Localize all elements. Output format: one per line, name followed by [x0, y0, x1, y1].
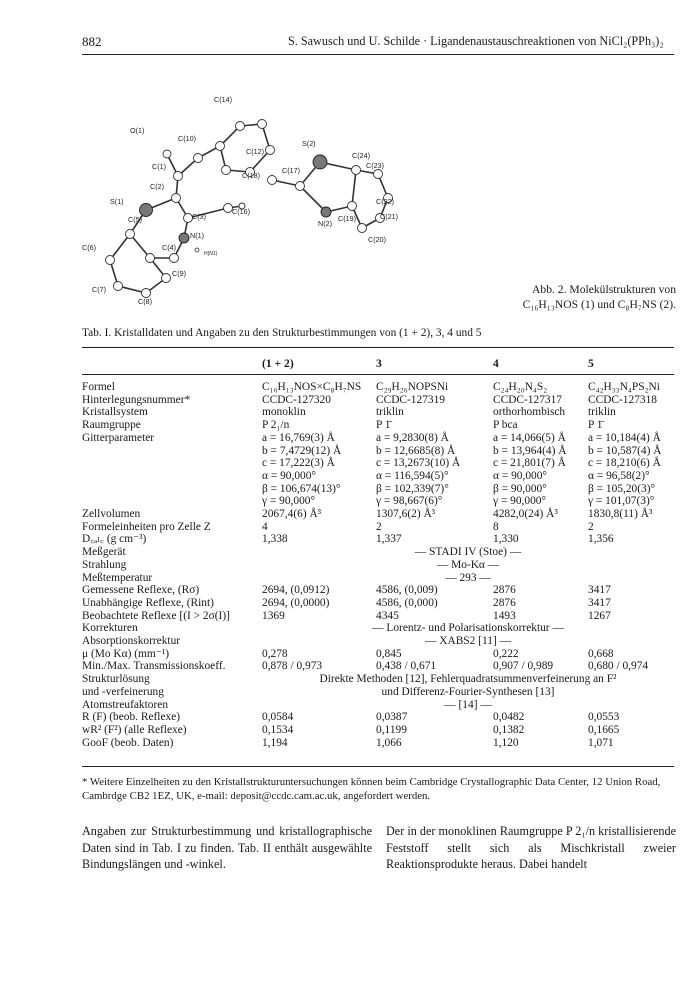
- svg-text:C(21): C(21): [380, 212, 398, 221]
- table-cell: CCDC-127317: [493, 393, 562, 406]
- svg-text:H(N1): H(N1): [204, 251, 218, 257]
- table-row-label: wR² (F²) (alle Reflexe): [82, 723, 187, 736]
- table-spanning-cell: und Differenz-Fourier-Synthesen [13]: [381, 685, 555, 698]
- table-cell: 1493: [493, 609, 516, 622]
- table-row-label: μ (Mo Kα) (mm⁻¹): [82, 647, 169, 660]
- svg-text:C(16): C(16): [232, 207, 250, 216]
- table-cell: 2694, (0,0000): [262, 596, 330, 609]
- table-spanning-cell: — Lorentz- und Polarisationskorrektur —: [372, 622, 564, 635]
- table-spanning-cell: — XABS2 [11] —: [425, 635, 511, 647]
- table-cell: 1,120: [493, 736, 519, 749]
- table-cell: P 1̄: [588, 419, 603, 432]
- table-cell: γ = 101,07(3)°: [588, 495, 655, 508]
- svg-text:C(22): C(22): [376, 197, 394, 206]
- table-cell: α = 90,000°: [493, 469, 547, 482]
- table-spanning-cell: Direkte Methoden [12], Fehlerquadratsummenverfeinerung an F²: [319, 673, 617, 686]
- table-footnote: * Weitere Einzelheiten zu den Kristallstrukturuntersuchungen können beim Cambridge Crystallographic Data Center, 12 Union Road, Cambrdge CB2 1EZ, UK, e-mail: deposit@ccdc.cam.ac.uk, angefordert werden.: [82, 776, 661, 802]
- table-cell: α = 116,594(5)°: [376, 469, 449, 482]
- table-cell: a = 14,066(5) Å: [493, 431, 566, 444]
- table-cell: CCDC-127318: [588, 393, 657, 406]
- table-cell: 2876: [493, 584, 516, 597]
- table-row-label: Kristallsystem: [82, 406, 148, 419]
- svg-text:C(2): C(2): [150, 182, 164, 191]
- table-cell: α = 90,000°: [262, 469, 316, 482]
- table-cell: 0,1382: [493, 723, 525, 736]
- table-cell: 2694, (0,0912): [262, 584, 330, 597]
- table-row-label: R (F) (beob. Reflexe): [82, 711, 181, 724]
- table-cell: β = 102,339(7)°: [376, 482, 449, 495]
- figure-caption: [490, 282, 676, 312]
- table-cell: 1,066: [376, 736, 402, 749]
- table-row-label: Zellvolumen: [82, 508, 141, 520]
- table-cell: c = 18,210(6) Å: [588, 457, 661, 470]
- table-spanning-cell: — [14] —: [444, 698, 492, 711]
- table-spanning-cell: — STADI IV (Stoe) —: [414, 546, 522, 559]
- table-cell: 1,330: [493, 533, 519, 546]
- table-cell: 1,338: [262, 533, 288, 546]
- svg-text:C(23): C(23): [366, 161, 384, 170]
- table-header-col-3: 4: [493, 357, 499, 370]
- body-text-right-column: Der in der monoklinen Raumgruppe P 2₁/n kristallisierende Feststoff stellt sich als Mischkristall zweier Reaktionsprodukte heraus. Dabei handelt: [386, 824, 676, 872]
- svg-text:C(6): C(6): [82, 243, 96, 252]
- table-cell: C₂₄H₂₀N₄S₂: [493, 381, 548, 393]
- table-cell: b = 10,587(4) Å: [588, 444, 662, 457]
- table-row-label: Korrekturen: [82, 622, 138, 635]
- table-cell: 1,194: [262, 736, 288, 749]
- table-cell: 8: [493, 520, 499, 533]
- table-cell: a = 10,184(4) Å: [588, 431, 661, 444]
- table-header-col-4: 5: [588, 357, 594, 370]
- table-cell: 3417: [588, 584, 611, 597]
- table-cell: 4586, (0,000): [376, 596, 438, 609]
- table-cell: c = 21,801(7) Å: [493, 457, 566, 470]
- table-cell: P 1̄: [376, 419, 391, 432]
- svg-text:O(1): O(1): [130, 126, 145, 135]
- svg-text:S(2): S(2): [302, 139, 316, 148]
- table-header-col-2: 3: [376, 357, 382, 370]
- table-cell: 0,1199: [376, 723, 407, 736]
- running-head: S. Sawusch und U. Schilde · Ligandenaustauschreaktionen von NiCl₂(PPh₃)₂: [288, 34, 664, 48]
- table-row-label: D꜀ₐₗ꜀ (g cm⁻³): [82, 533, 147, 546]
- table-caption: Tab. I. Kristalldaten und Angaben zu den Strukturbestimmungen von (1 + 2), 3, 4 und 5: [82, 327, 482, 339]
- table-row-label: Formel: [82, 381, 115, 393]
- svg-text:C(8): C(8): [138, 297, 152, 306]
- svg-text:C(20): C(20): [368, 235, 386, 244]
- svg-text:N(1): N(1): [190, 231, 204, 240]
- svg-text:C(4): C(4): [162, 243, 176, 252]
- table-header-col-1: (1 + 2): [262, 357, 294, 370]
- table-cell: triklin: [588, 406, 616, 419]
- table-row-label: Meßtemperatur: [82, 571, 153, 584]
- table-cell: triklin: [376, 406, 404, 419]
- table-cell: 4586, (0,009): [376, 584, 438, 597]
- svg-text:C(10): C(10): [178, 134, 196, 143]
- table-cell: orthorhombisch: [493, 406, 566, 419]
- table-spanning-cell: — 293 —: [445, 571, 491, 584]
- table-row-label: Atomstreufaktoren: [82, 698, 169, 711]
- svg-text:C(7): C(7): [92, 285, 106, 294]
- table-cell: 0,878 / 0,973: [262, 660, 323, 673]
- table-header-rule: [82, 374, 674, 375]
- table-row-label: Strahlung: [82, 558, 127, 571]
- table-row-label: Raumgruppe: [82, 419, 141, 432]
- table-cell: 1830,8(11) Å³: [588, 508, 653, 520]
- svg-text:C(18): C(18): [242, 171, 260, 180]
- table-cell: C₄₂H₃₃N₄PS₂Ni: [588, 381, 660, 393]
- svg-text:C(19): C(19): [338, 214, 356, 223]
- table-cell: 0,1534: [262, 723, 294, 736]
- table-row-label: Hinterlegungsnummer*: [82, 393, 191, 406]
- table-cell: C₂₉H₂₆NOPSNi: [376, 381, 449, 393]
- molecular-structure-figure: [70, 88, 400, 318]
- svg-text:C(5): C(5): [128, 215, 142, 224]
- table-cell: 1,071: [588, 736, 614, 749]
- table-spanning-cell: — Mo-Kα —: [436, 558, 500, 571]
- table-cell: 1307,6(2) Å³: [376, 508, 436, 520]
- table-cell: γ = 90,000°: [493, 495, 547, 508]
- table-row-label: Meßgerät: [82, 546, 126, 559]
- table-cell: b = 12,6685(8) Å: [376, 444, 456, 457]
- table-cell: 0,0482: [493, 711, 525, 724]
- table-top-rule: [82, 347, 674, 348]
- table-row-label: Beobachtete Reflexe [(I > 2σ(I)]: [82, 609, 230, 622]
- body-text-left-column: Angaben zur Strukturbestimmung und kristallographische Daten sind in Tab. I zu finden. Tab. II enthält ausgewählte Bindungslängen und -winkel.: [82, 824, 372, 872]
- table-cell: 0,222: [493, 647, 519, 660]
- table-row-label: Min./Max. Transmissionskoeff.: [82, 660, 226, 673]
- figure-caption-line-1: Abb. 2. Molekülstrukturen von: [532, 283, 676, 296]
- table-cell: 2: [376, 520, 382, 533]
- table-cell: a = 9,2830(8) Å: [376, 431, 449, 444]
- table-cell: 0,845: [376, 647, 402, 660]
- table-cell: β = 90,000°: [493, 482, 547, 495]
- table-cell: P 2₁/n: [262, 419, 290, 432]
- table-cell: b = 7,4729(12) Å: [262, 444, 342, 457]
- table-cell: 4282,0(24) Å³: [493, 508, 558, 520]
- table-cell: 0,438 / 0,671: [376, 660, 437, 673]
- table-cell: 1369: [262, 609, 285, 622]
- table-cell: 1,356: [588, 533, 614, 546]
- table-cell: 0,278: [262, 647, 288, 660]
- table-cell: γ = 90,000°: [262, 495, 316, 508]
- table-row-label: Gemessene Reflexe, (Rσ): [82, 584, 200, 597]
- table-row-label: und -verfeinerung: [82, 685, 164, 698]
- figure-caption-line-2: C₁₆H₁₃NOS (1) und C₈H₇NS (2).: [522, 298, 676, 311]
- table-cell: α = 96,58(2)°: [588, 469, 650, 482]
- table-cell: CCDC-127320: [262, 393, 331, 406]
- page-number: 882: [82, 34, 102, 49]
- table-cell: CCDC-127319: [376, 393, 445, 406]
- table-cell: 2: [588, 520, 594, 533]
- svg-text:C(14): C(14): [214, 95, 232, 104]
- table-cell: 1267: [588, 609, 611, 622]
- svg-text:C(17): C(17): [282, 166, 300, 175]
- table-cell: P bca: [493, 419, 518, 432]
- table-cell: 0,1665: [588, 723, 620, 736]
- table-cell: 0,680 / 0,974: [588, 660, 649, 673]
- table-row-label: Absorptionskorrektur: [82, 635, 181, 647]
- svg-text:C(24): C(24): [352, 151, 370, 160]
- table-cell: β = 106,674(13)°: [262, 482, 341, 495]
- table-row-label: Unabhängige Reflexe, (Rint): [82, 596, 214, 609]
- table-cell: c = 13,2673(10) Å: [376, 457, 461, 470]
- table-cell: 0,0387: [376, 711, 408, 724]
- table-cell: 0,668: [588, 647, 614, 660]
- table-cell: 2876: [493, 596, 516, 609]
- table-row-label: Strukturlösung: [82, 673, 150, 686]
- table-cell: γ = 98,667(6)°: [376, 495, 443, 508]
- table-cell: 1,337: [376, 533, 402, 546]
- table-cell: 0,0584: [262, 711, 294, 724]
- table-cell: C₁₆H₁₃NOS×C₈H₇NS: [262, 381, 362, 393]
- table-row-label: Formeleinheiten pro Zelle Z: [82, 520, 211, 533]
- table-cell: a = 16,769(3) Å: [262, 431, 335, 444]
- svg-text:N(2): N(2): [318, 219, 332, 228]
- table-cell: 0,907 / 0,989: [493, 660, 554, 673]
- header-rule: [82, 54, 674, 55]
- table-cell: β = 105,20(3)°: [588, 482, 656, 495]
- svg-text:S(1): S(1): [110, 197, 124, 206]
- svg-text:C(3): C(3): [192, 212, 206, 221]
- svg-text:C(9): C(9): [172, 269, 186, 278]
- table-cell: 3417: [588, 596, 611, 609]
- table-cell: 4: [262, 520, 268, 533]
- svg-text:C(12): C(12): [246, 147, 264, 156]
- table-cell: c = 17,222(3) Å: [262, 457, 335, 470]
- svg-text:C(1): C(1): [152, 162, 166, 171]
- table-cell: 4345: [376, 609, 399, 622]
- table-cell: 0,0553: [588, 711, 620, 724]
- table-cell: monoklin: [262, 406, 306, 419]
- table-row-label: Gitterparameter: [82, 431, 155, 444]
- table-bottom-rule: [82, 766, 674, 767]
- table-row-label: GooF (beob. Daten): [82, 736, 174, 749]
- table-cell: 2067,4(6) Å³: [262, 508, 322, 520]
- table-cell: b = 13,964(4) Å: [493, 444, 567, 457]
